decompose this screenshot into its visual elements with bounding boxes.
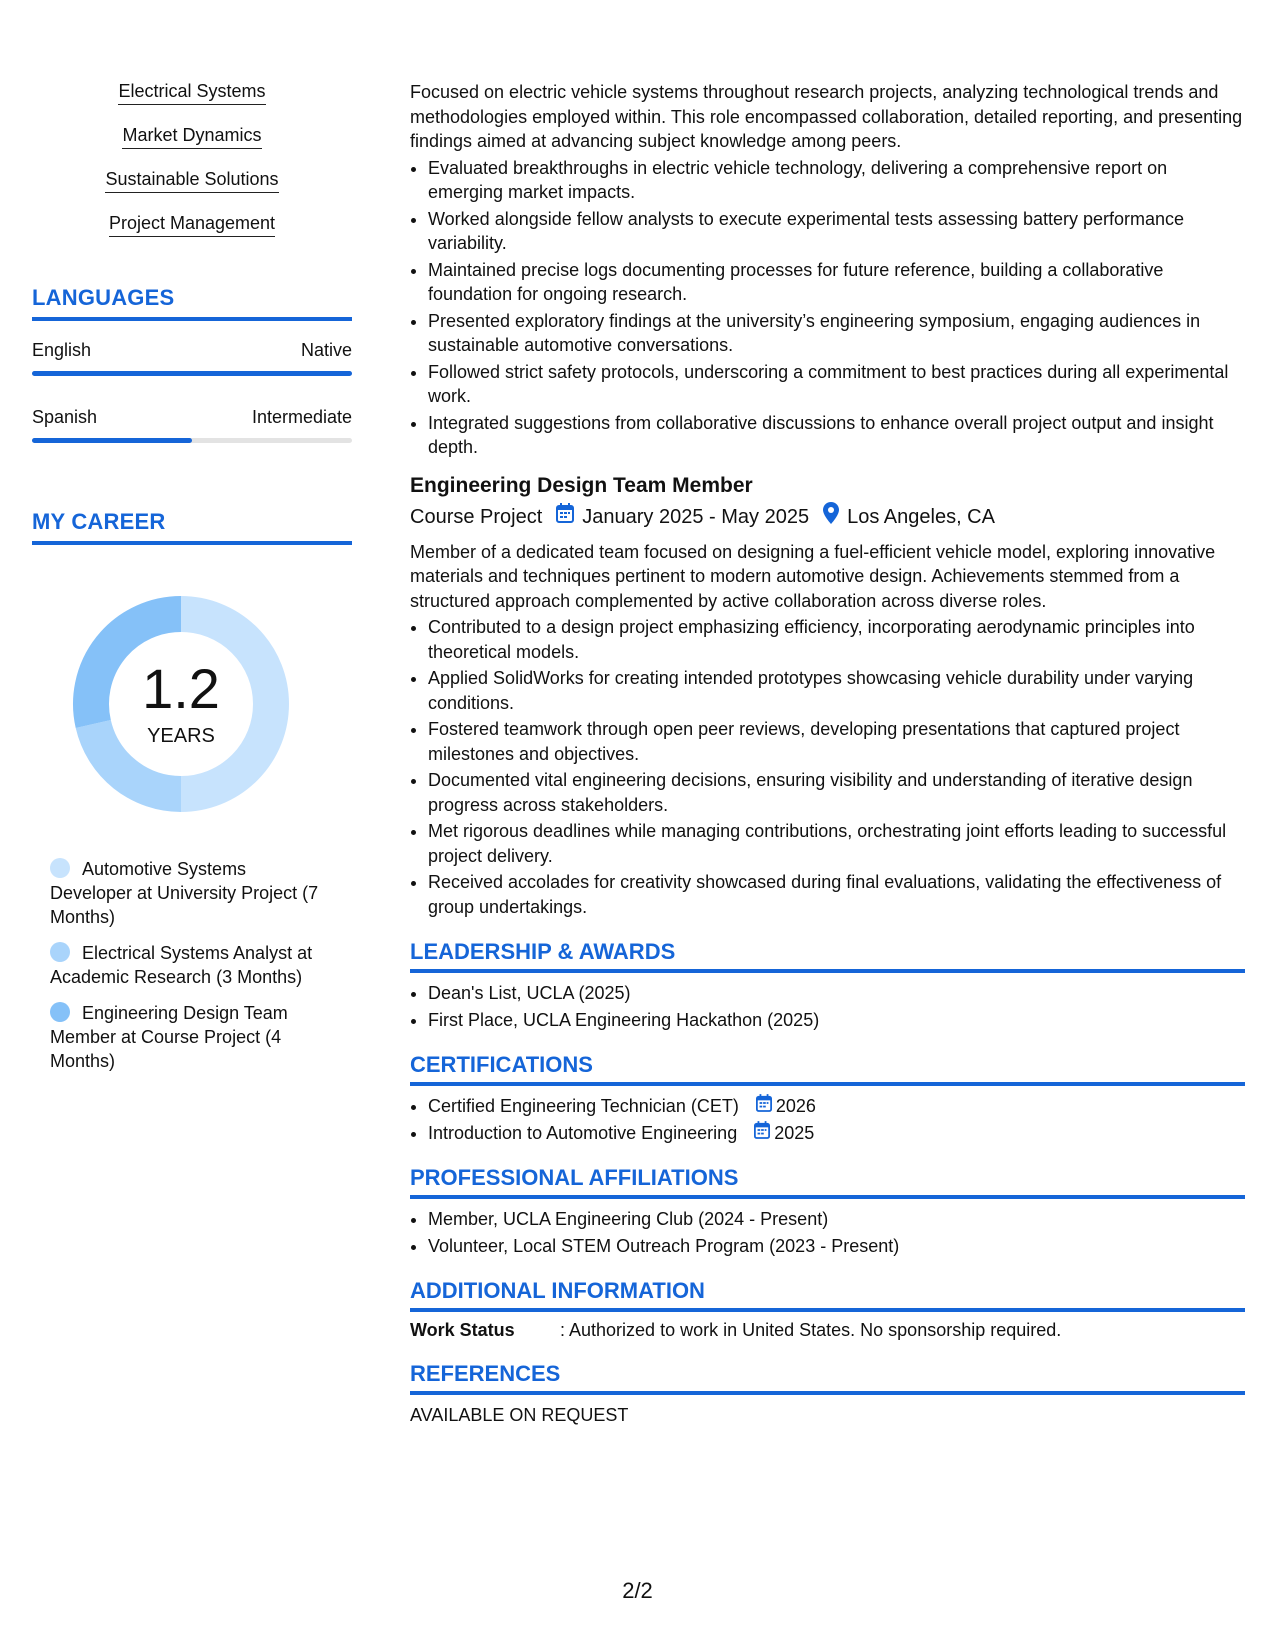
- job-location: Los Angeles, CA: [847, 505, 995, 528]
- certification-year: 2025: [774, 1122, 815, 1143]
- language-proficiency-bar: [32, 438, 352, 443]
- main-content: [410, 80, 1245, 1426]
- calendar-icon: [754, 1121, 770, 1146]
- affiliation-item: • Member, UCLA Engineering Club (2024 - Present): [428, 1207, 1245, 1232]
- certification-name: Introduction to Automotive Engineering: [428, 1122, 738, 1143]
- affiliations-section: [410, 1165, 1245, 1258]
- leadership-heading: LEADERSHIP & AWARDS: [410, 939, 1245, 973]
- affiliations-heading: PROFESSIONAL AFFILIATIONS: [410, 1165, 1245, 1199]
- references-section: [410, 1361, 1245, 1426]
- certifications-heading: CERTIFICATIONS: [410, 1052, 1245, 1086]
- career-years-label: YEARS: [147, 725, 215, 747]
- job-bullet: • Maintained precise logs documenting processes for future reference, building a collaborative foundation for ongoing research.: [428, 258, 1245, 307]
- languages-section: [32, 285, 352, 443]
- work-status-row: [410, 1320, 1245, 1341]
- certification-name: Certified Engineering Technician (CET): [428, 1096, 739, 1116]
- job-bullet: • Fostered teamwork through open peer reviews, developing presentations that captured project milestones and objectives.: [428, 717, 1245, 766]
- leadership-section: [410, 939, 1245, 1032]
- job-bullet: • Evaluated breakthroughs in electric vehicle technology, delivering a comprehensive report on emerging market impacts.: [428, 156, 1245, 205]
- job-bullet: • Received accolades for creativity showcased during final evaluations, validating the effectiveness of group undertakings.: [428, 870, 1245, 919]
- job-bullet: • Documented vital engineering decisions, ensuring visibility and understanding of iterative design progress across stakeholders.: [428, 768, 1245, 817]
- career-heading: MY CAREER: [32, 509, 352, 545]
- certifications-section: [410, 1052, 1245, 1145]
- job-bullet: • Contributed to a design project emphasizing efficiency, incorporating aerodynamic principles into theoretical models.: [428, 615, 1245, 664]
- job-summary: Focused on electric vehicle systems throughout research projects, analyzing technological trends and methodologies employed within. This role encompassed collaboration, detailed reporting, and presenting findings aimed at advancing subject knowledge among peers.: [410, 82, 1243, 151]
- skill-item: Market Dynamics: [122, 124, 261, 149]
- additional-info-section: [410, 1278, 1245, 1341]
- additional-info-heading: ADDITIONAL INFORMATION: [410, 1278, 1245, 1312]
- languages-heading: LANGUAGES: [32, 285, 352, 321]
- job-bullet: • Presented exploratory findings at the university’s engineering symposium, engaging audiences in sustainable automotive conversations.: [428, 309, 1245, 358]
- job-bullets: [410, 156, 1245, 460]
- award-item: • First Place, UCLA Engineering Hackathon (2025): [428, 1008, 1245, 1033]
- affiliation-item: • Volunteer, Local STEM Outreach Program (2023 - Present): [428, 1234, 1245, 1259]
- career-donut-chart: [66, 589, 296, 819]
- sidebar: [32, 80, 352, 1085]
- career-legend-item: Engineering Design Team Member at Course Project (4 Months): [50, 1003, 288, 1071]
- skill-item: Project Management: [109, 212, 275, 237]
- language-name: Spanish: [32, 407, 98, 427]
- language-item: [32, 339, 352, 376]
- career-total-years: 1.2: [142, 657, 220, 720]
- certification-item: [428, 1094, 1245, 1119]
- language-proficiency-fill: [32, 371, 352, 376]
- skills-list: [32, 80, 352, 237]
- language-proficiency-fill: [32, 438, 192, 443]
- page-number: 2/2: [622, 1578, 653, 1603]
- language-level: Native: [300, 340, 352, 360]
- job-bullet: • Applied SolidWorks for creating intended prototypes showcasing vehicle durability under varying conditions.: [428, 666, 1245, 715]
- job-summary: Member of a dedicated team focused on designing a fuel-efficient vehicle model, exploring innovative materials and techniques pertinent to modern automotive design. Achievements stemmed from a structured approach complemented by active collaboration across diverse roles.: [410, 541, 1216, 611]
- language-item: [32, 406, 352, 443]
- certification-item: [428, 1121, 1245, 1146]
- references-text: AVAILABLE ON REQUEST: [410, 1405, 629, 1425]
- work-status-label: Work Status: [410, 1320, 515, 1340]
- job-bullet: • Followed strict safety protocols, underscoring a commitment to best practices during all experimental work.: [428, 360, 1245, 409]
- job-bullet: • Worked alongside fellow analysts to execute experimental tests assessing battery performance variability.: [428, 207, 1245, 256]
- career-legend-item: Electrical Systems Analyst at Academic Research (3 Months): [50, 943, 313, 987]
- job-title: Engineering Design Team Member: [410, 473, 753, 497]
- legend-dot: [50, 1002, 70, 1022]
- location-pin-icon: [823, 502, 839, 532]
- job-dates: January 2025 - May 2025: [582, 505, 810, 528]
- language-level: Intermediate: [251, 407, 352, 427]
- skill-item: Sustainable Solutions: [105, 168, 278, 193]
- calendar-icon: [556, 503, 574, 531]
- certification-year: 2026: [775, 1096, 816, 1116]
- job-meta: [410, 502, 1245, 532]
- work-status-value: : Authorized to work in United States. No sponsorship required.: [560, 1320, 1062, 1340]
- references-heading: REFERENCES: [410, 1361, 1245, 1395]
- calendar-icon: [756, 1094, 772, 1119]
- job-bullet: • Met rigorous deadlines while managing contributions, orchestrating joint efforts leading to successful project delivery.: [428, 819, 1245, 868]
- award-item: • Dean's List, UCLA (2025): [428, 981, 1245, 1006]
- skill-item: Electrical Systems: [118, 80, 265, 105]
- job-bullets: [410, 615, 1245, 919]
- career-legend-item: Automotive Systems Developer at University Project (7 Months): [50, 859, 319, 927]
- career-section: [32, 509, 352, 1073]
- career-legend: [50, 857, 325, 1073]
- legend-dot: [50, 942, 70, 962]
- job-organization: Course Project: [410, 505, 543, 528]
- language-name: English: [32, 340, 92, 360]
- job-entry: [410, 474, 1245, 920]
- legend-dot: [50, 858, 70, 878]
- language-proficiency-bar: [32, 371, 352, 376]
- job-bullet: • Integrated suggestions from collaborative discussions to enhance overall project output and insight depth.: [428, 411, 1245, 460]
